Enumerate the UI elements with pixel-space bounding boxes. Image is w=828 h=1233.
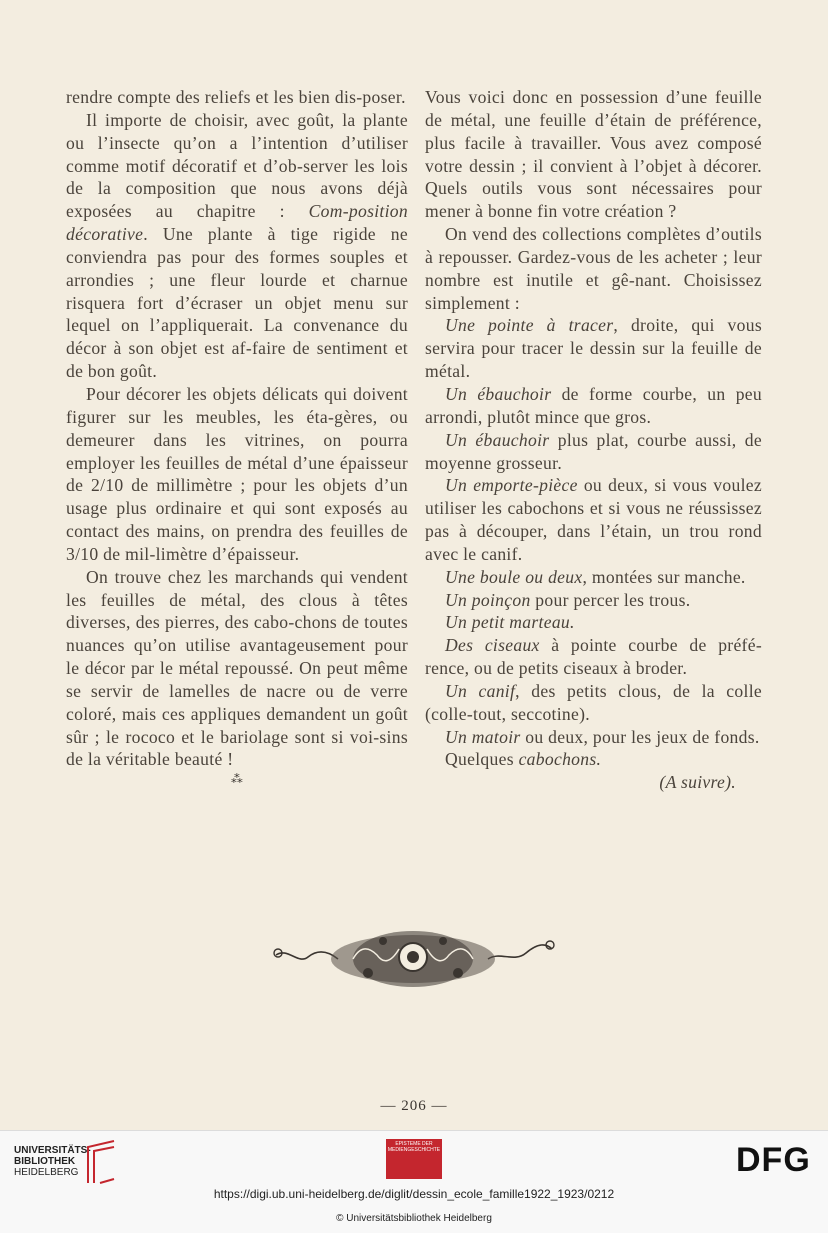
university-library-logo[interactable] xyxy=(14,1145,91,1178)
dfg-logo[interactable]: DFG xyxy=(736,1141,811,1179)
logo-line: UNIVERSITÄTS- xyxy=(14,1145,91,1156)
project-emblem[interactable]: EPISTEME DER MEDIENGESCHICHTE xyxy=(386,1139,442,1179)
tool-item: Un poinçon pour percer les trous. xyxy=(445,589,691,610)
copyright: © Universitätsbibliothek Heidelberg xyxy=(336,1213,492,1224)
tool-item: Un ébauchoir de forme courbe, un peu arrondi, plutôt mince que gros. xyxy=(425,383,762,427)
logo-line: HEIDELBERG xyxy=(14,1167,79,1178)
left-column xyxy=(66,86,408,785)
paragraph: Vous voici donc en possession d’une feuille de métal, une feuille d’étain de préférence, plus facile à travailler. Vous avez composé votre dessin ; il convient à l’objet à décorer. Quels outils vous sont nécessaires pour mener à bonne fin votre création ? xyxy=(425,87,762,222)
floral-ornament-icon xyxy=(268,925,558,991)
asterism: ⁂ xyxy=(230,772,244,787)
paragraph: On vend des collections complètes d’outils à repousser. Gardez-vous de les acheter ; leur nombre est inutile et gê-nant. Choisissez simplement : xyxy=(425,224,762,313)
tool-item: Des ciseaux à pointe courbe de préfé-rence, ou de petits ciseaux à broder. xyxy=(425,635,762,679)
logo-line: BIBLIOTHEK xyxy=(14,1156,76,1167)
tool-item: Un canif, des petits clous, de la colle (colle-tout, seccotine). xyxy=(425,680,762,724)
tool-item: Une pointe à tracer, droite, qui vous servira pour tracer le dessin sur la feuille de métal. xyxy=(425,315,762,382)
tool-item: Un matoir ou deux, pour les jeux de fonds. xyxy=(445,726,760,747)
tool-item: Un petit marteau. xyxy=(445,612,575,633)
paragraph: Pour décorer les objets délicats qui doivent figurer sur les meubles, les éta-gères, ou demeurer dans les vitrines, on pourra employer les feuilles de métal d’une épaisseur de 2/10 de millimètre ; pour les objets d’un usage plus ordinaire et qui sont exposés au contact des mains, on prendra des feuilles de 3/10 de mil-limètre d’épaisseur. xyxy=(66,383,408,564)
paragraph: Quelques cabochons. xyxy=(445,749,602,770)
library-mark-icon xyxy=(84,1139,118,1185)
page-number: — 206 — xyxy=(380,1098,448,1114)
paragraph: Il importe de choisir, avec goût, la plante ou l’insecte qu’on a l’intention d’utiliser comme motif décoratif et d’ob-server les lois de la composition que nous avons déjà exposées au chapitre : Com-position décorative. Une plante à tige rigide ne conviendra pas pour des formes souples et arrondies ; une fleur lourde et charnue risquera fort d’écraser un objet menu sur lequel on l’appliquerait. La convenance du décor à son objet est af-faire de sentiment et de bon goût. xyxy=(66,109,408,382)
tool-item: Un ébauchoir plus plat, courbe aussi, de moyenne grosseur. xyxy=(425,429,762,473)
paragraph: rendre compte des reliefs et les bien dis-poser. xyxy=(66,87,406,107)
tool-item: Un emporte-pièce ou deux, si vous voulez utiliser les cabochons et si vous ne réussissez pas à découper, dans l’étain, un trou rond avec le canif. xyxy=(425,475,762,564)
permalink[interactable]: https://digi.ub.uni-heidelberg.de/diglit/dessin_ecole_famille1922_1923/0212 xyxy=(213,1187,615,1201)
paragraph: On trouve chez les marchands qui vendent les feuilles de métal, des clous à têtes diverses, des pierres, des cabo-chons de toutes nuances qu’on utilise avantageusement pour le décor par le métal repoussé. On peut même se servir de lamelles de nacre ou de verre coloré, mais ces appliques demandent un goût sûr ; le rococo et le bariolage sont si voi-sins de la véritable beauté ! xyxy=(66,566,408,770)
right-column xyxy=(425,86,762,794)
to-be-continued: (A suivre). xyxy=(659,772,736,793)
viewer-footer xyxy=(0,1130,828,1233)
tool-item: Une boule ou deux, montées sur manche. xyxy=(445,566,746,587)
